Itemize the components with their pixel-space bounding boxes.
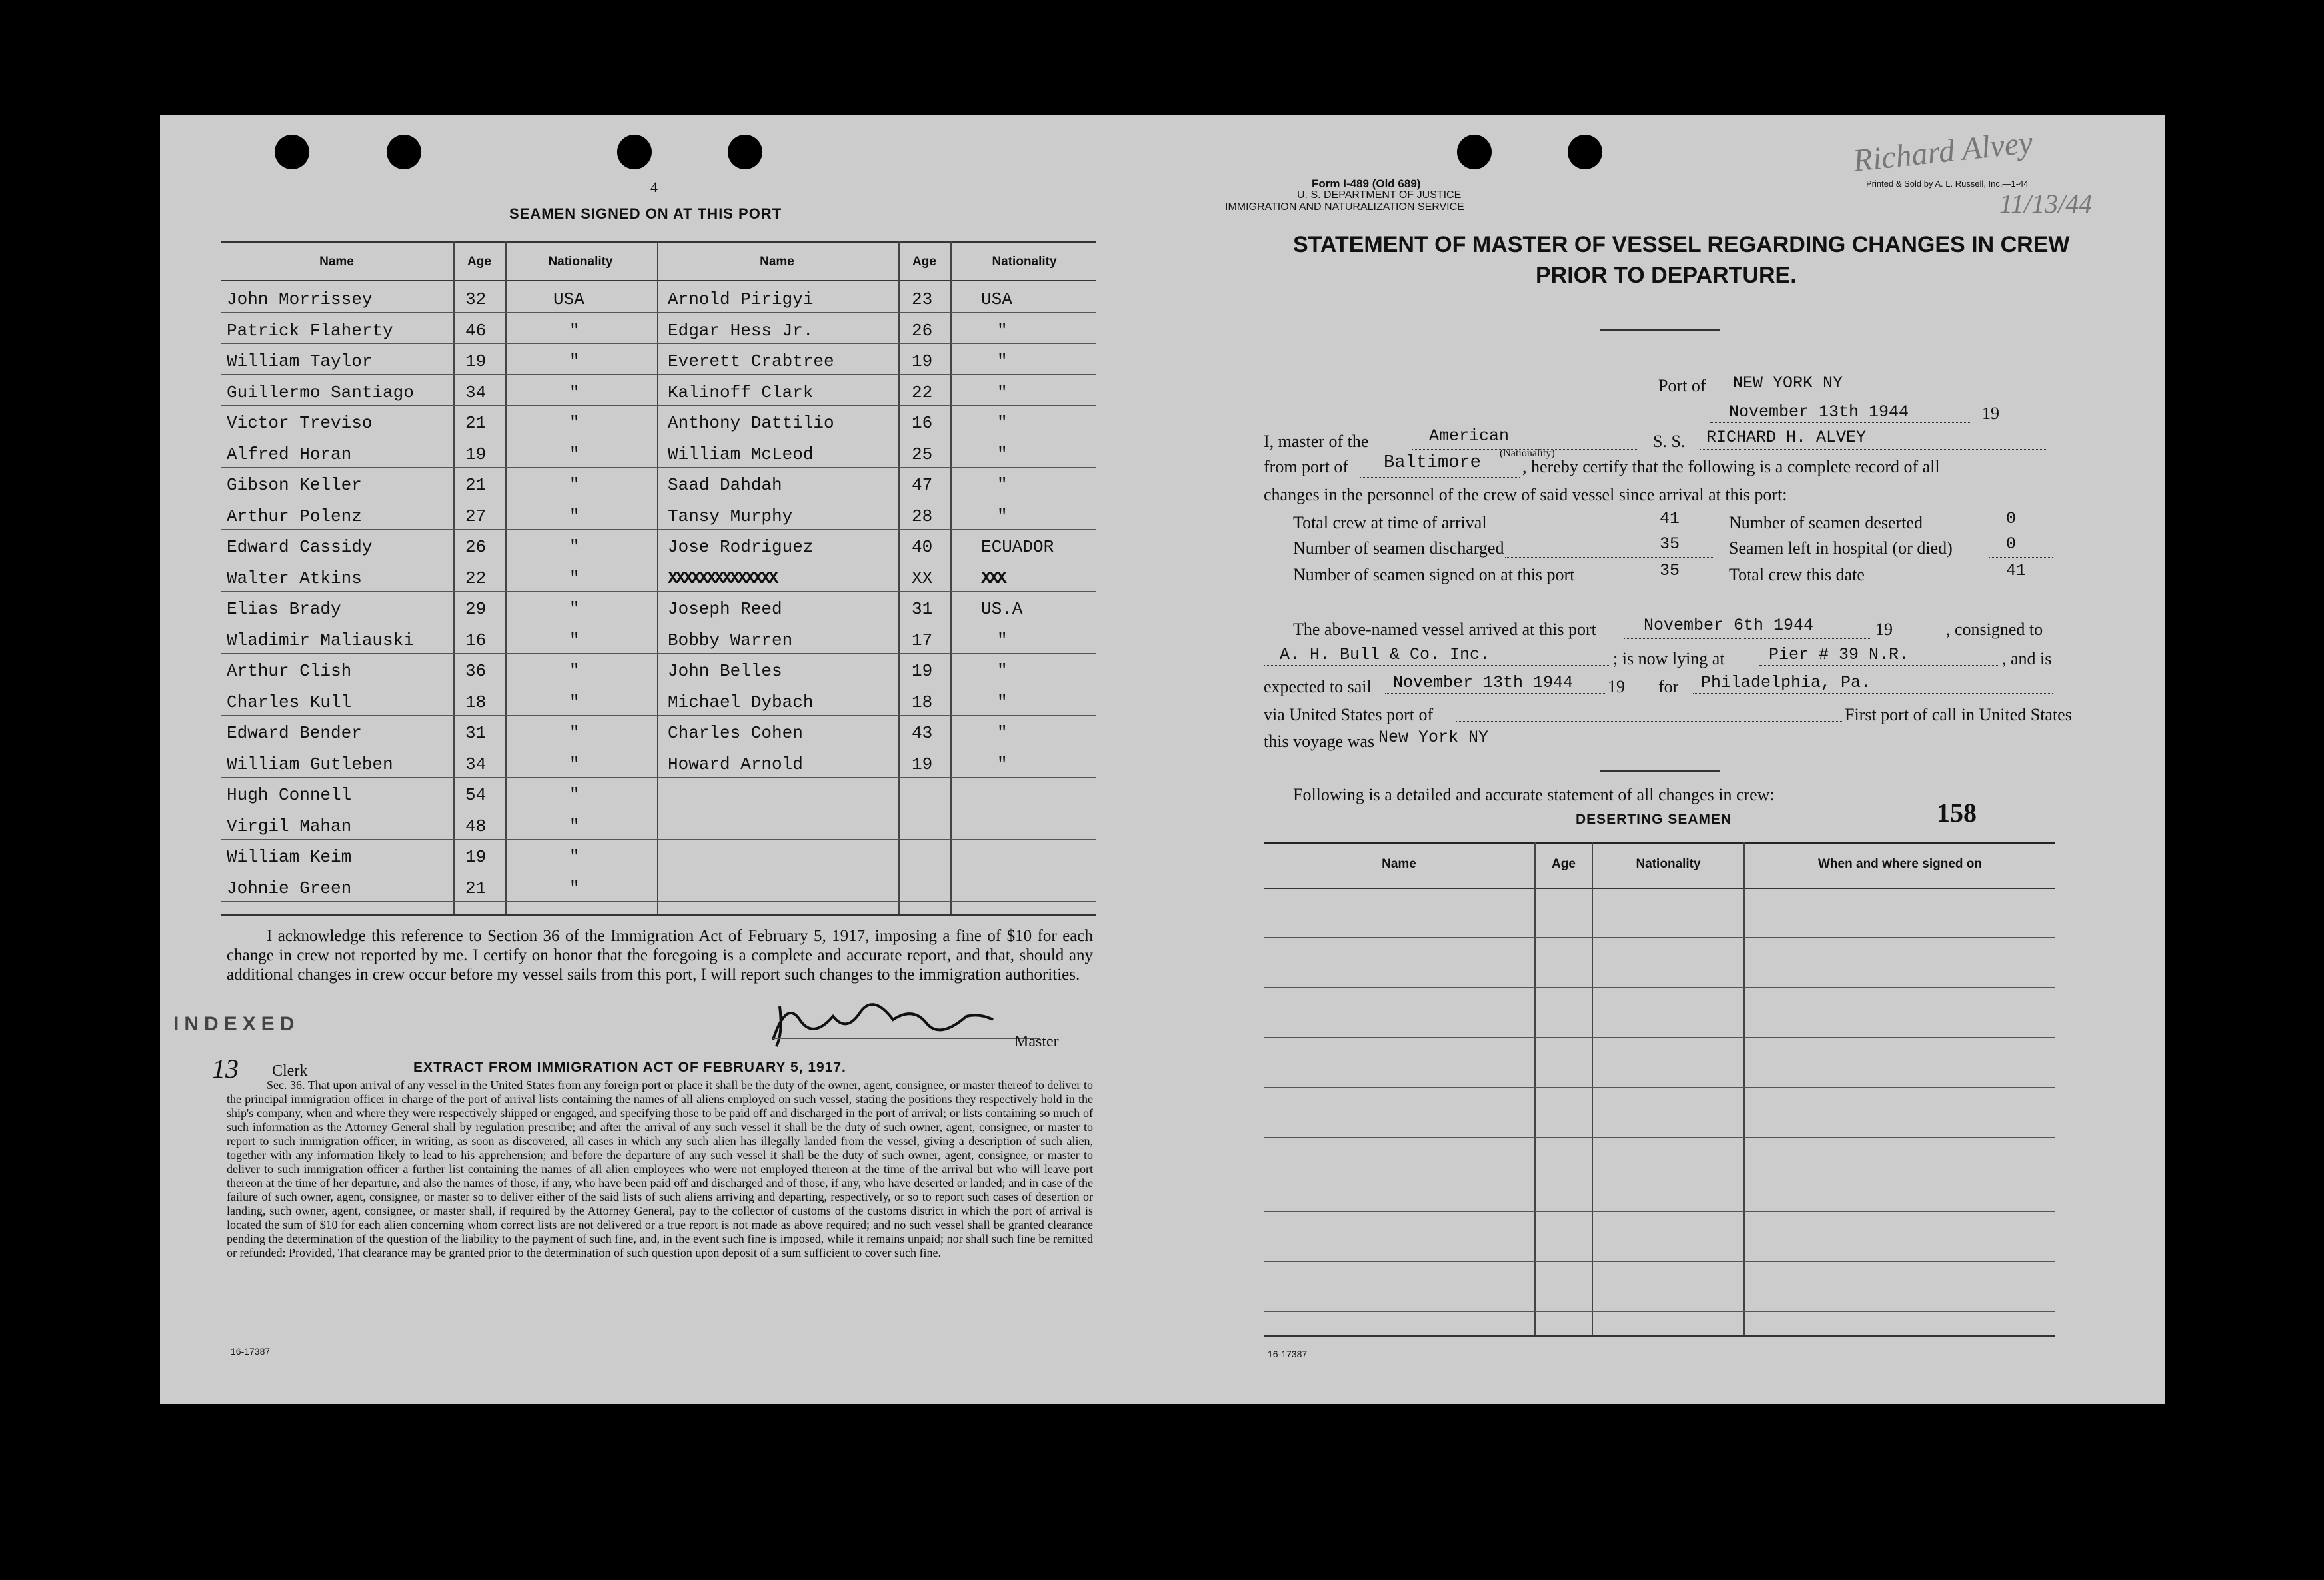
crew-name: Jose Rodriguez: [668, 537, 814, 557]
form-title-2: PRIOR TO DEPARTURE.: [1536, 263, 1797, 288]
crew-nationality: ": [997, 444, 1008, 464]
following-label: Following is a detailed and accurate statement of all changes in crew:: [1293, 785, 1775, 804]
crew-nationality: ": [997, 320, 1008, 341]
form-code: 16-17387: [1268, 1349, 1308, 1359]
master-of-label: I, master of the: [1264, 432, 1369, 451]
form-code: 16-17387: [231, 1346, 271, 1357]
certify-text: , hereby certify that the following is a complete record of all: [1522, 457, 1940, 476]
crew-nationality: ": [569, 599, 580, 619]
crew-name: William Keim: [227, 847, 352, 867]
crew-age: 34: [465, 754, 487, 774]
lying-label: ; is now lying at: [1613, 649, 1725, 668]
deserting-title: DESERTING SEAMEN: [1576, 812, 1732, 827]
crew-name: Tansy Murphy: [668, 506, 793, 526]
crew-name: Anthony Dattilio: [668, 413, 834, 433]
crew-age: 23: [912, 289, 933, 309]
arrived-label: The above-named vessel arrived at this port: [1293, 620, 1596, 639]
master-label: Master: [1014, 1033, 1059, 1050]
crew-name: Edgar Hess Jr.: [668, 320, 814, 341]
for-label: for: [1658, 677, 1679, 696]
form-title-1: STATEMENT OF MASTER OF VESSEL REGARDING CHANGES IN CREW: [1293, 232, 2070, 257]
department: U. S. DEPARTMENT OF JUSTICE: [1297, 189, 1462, 201]
crew-name: Virgil Mahan: [227, 816, 352, 836]
crew-name: Wladimir Maliauski: [227, 630, 414, 650]
crew-age: 28: [912, 506, 933, 526]
hospital-label: Seamen left in hospital (or died): [1729, 538, 1953, 558]
crew-age: 18: [912, 692, 933, 712]
crew-name: John Belles: [668, 661, 782, 681]
expected-value: November 13th 1944: [1393, 673, 1574, 692]
crew-name: Hugh Connell: [227, 785, 352, 805]
crew-nationality: ": [997, 692, 1008, 712]
crew-age: 19: [912, 754, 933, 774]
first-port-label: First port of call in United States: [1845, 705, 2072, 724]
indexed-stamp: INDEXED: [173, 1013, 300, 1035]
crew-nationality: ": [997, 382, 1008, 402]
arrived-value: November 6th 1944: [1644, 616, 1814, 635]
table-row-line: [1264, 1087, 2055, 1088]
consignee-value: A. H. Bull & Co. Inc.: [1280, 645, 1490, 664]
crew-age: 32: [465, 289, 487, 309]
discharged-label: Number of seamen discharged: [1293, 538, 1504, 558]
crew-name: Charles Cohen: [668, 723, 803, 743]
crew-age: 25: [912, 444, 933, 464]
crew-nationality: ": [997, 413, 1008, 433]
crew-nationality: ": [569, 320, 580, 341]
crew-name: Howard Arnold: [668, 754, 803, 774]
crew-age: 16: [912, 413, 933, 433]
crew-name: Joseph Reed: [668, 599, 782, 619]
crew-nationality: ": [997, 630, 1008, 650]
table-row-line: [1264, 937, 2055, 938]
crew-age: 46: [465, 320, 487, 341]
header-nationality: Nationality: [992, 255, 1057, 269]
master-signature: [760, 993, 1000, 1053]
crew-age: 19: [465, 847, 487, 867]
crew-name: XXXXXXXXXXXXXX: [668, 568, 776, 588]
crew-nationality: XXX: [981, 568, 1004, 588]
table-row-line: [221, 839, 1096, 840]
punch-hole: [1568, 135, 1602, 169]
table-row-line: [221, 467, 1096, 468]
crew-name: Arthur Clish: [227, 661, 352, 681]
crew-age: 54: [465, 785, 487, 805]
crew-name: Edward Cassidy: [227, 537, 373, 557]
crew-name: William Taylor: [227, 351, 373, 371]
and-is-label: , and is: [2002, 649, 2052, 668]
expected-label: expected to sail: [1264, 677, 1372, 696]
header-nationality: Nationality: [1636, 857, 1701, 871]
punch-hole: [275, 135, 309, 169]
table-row-line: [1264, 1311, 2055, 1312]
crew-name: Michael Dybach: [668, 692, 814, 712]
crew-nationality: ": [569, 475, 580, 495]
clerk-label: Clerk: [272, 1062, 308, 1080]
crew-name: John Morrissey: [227, 289, 373, 309]
crew-age: 27: [465, 506, 487, 526]
table-row-line: [221, 374, 1096, 375]
form-number: Form I-489 (Old 689): [1312, 177, 1421, 190]
crew-age: 22: [912, 382, 933, 402]
header-name: Name: [760, 255, 794, 269]
page-mark: 158: [1937, 798, 1977, 828]
crew-nationality: ": [569, 785, 580, 805]
hospital-value: 0: [2006, 534, 2017, 554]
crew-age: 40: [912, 537, 933, 557]
punch-hole: [728, 135, 762, 169]
discharged-value: 35: [1660, 534, 1680, 554]
table-row-line: [1264, 1137, 2055, 1138]
header-age: Age: [1552, 857, 1576, 871]
crew-nationality: ": [997, 723, 1008, 743]
crew-nationality: ": [569, 847, 580, 867]
signed-on-value: 35: [1660, 561, 1680, 580]
from-port-label: from port of: [1264, 457, 1349, 476]
year-suffix: 19: [1982, 404, 1999, 423]
crew-name: Gibson Keller: [227, 475, 362, 495]
crew-name: William McLeod: [668, 444, 814, 464]
crew-name: Walter Atkins: [227, 568, 362, 588]
crew-name: Everett Crabtree: [668, 351, 834, 371]
crew-age: 26: [465, 537, 487, 557]
crew-nationality: ": [569, 506, 580, 526]
table-row-line: [221, 529, 1096, 530]
extract-text: Sec. 36. That upon arrival of any vessel in the United States from any foreign port or place it shall be the duty of the owner, agent, consignee, or master thereof to deliver to the principal immigration officer in charge of the port of arrival lists containing the names of all aliens employed on such vessel, stating the positions they respectively hold in the ship's company, when and where they were respectively shipped or engaged, and specifying those to be paid off and discharged in the port of arrival; or lists containing so much of such information as the Attorney General shall by regulation prescribe; and after the arrival of any such vessel it shall be the duty of such owner, agent, consignee, or master to report to such immigration officer, in writing, as soon as discovered, all cases in which any such alien has illegally landed from the vessel, giving a description of such alien, together with any information likely to lead to his apprehension; and before the departure of any such vessel it shall be the duty of such owner, agent, consignee, or master to deliver to such immigration officer a further list containing the names of all alien employees who were not employed thereon at the time of the arrival but who will leave port thereon at the time of her departure, and also the names of those, if any, who have been paid off and discharged and of those, if any, who have deserted or landed; and in case of the failure of such owner, agent, consignee, or master so to deliver either of the said lists of such aliens arriving and departing, respectively, or so to report such cases of desertion or landing, such owner, agent, consignee, or master shall, if required by the Attorney General, pay to the collector of customs of the customs district in which the port of arrival is located the sum of $10 for each alien concerning whom correct lists are not delivered or a true report is not made as above required; and no such vessel shall be granted clearance pending the determination of the question of the liability to the payment of such fine, and, in the event such fine is imposed, while it remains unpaid; nor shall such fine be remitted or refunded: Provided, That clearance may be granted prior to the determination of such question upon deposit of a sum sufficient to cover such fine.: [227, 1078, 1093, 1259]
section-title: SEAMEN SIGNED ON AT THIS PORT: [509, 205, 782, 222]
crew-name: Saad Dahdah: [668, 475, 782, 495]
expected-year: 19: [1608, 677, 1625, 696]
printer-line: Printed & Sold by A. L. Russell, Inc.—1-44: [1866, 179, 2029, 189]
table-row-line: [221, 591, 1096, 592]
crew-nationality: ": [569, 568, 580, 588]
consigned-label: , consigned to: [1946, 620, 2043, 639]
table-row-line: [1264, 1261, 2055, 1262]
crew-age: 17: [912, 630, 933, 650]
table-row-line: [221, 777, 1096, 778]
crew-age: 22: [465, 568, 487, 588]
total-date-value: 41: [2006, 561, 2027, 580]
from-port-value: Baltimore: [1384, 453, 1481, 473]
crew-age: 19: [465, 444, 487, 464]
crew-age: 31: [912, 599, 933, 619]
via-label: via United States port of: [1264, 705, 1434, 724]
crew-nationality: USA: [553, 289, 584, 309]
voyage-label: this voyage was: [1264, 732, 1375, 751]
crew-nationality: ": [569, 878, 580, 898]
crew-name: Arnold Pirigyi: [668, 289, 814, 309]
extract-title: EXTRACT FROM IMMIGRATION ACT OF FEBRUARY 5, 1917.: [413, 1060, 846, 1075]
crew-name: Elias Brady: [227, 599, 341, 619]
crew-age: 21: [465, 475, 487, 495]
crew-age: 48: [465, 816, 487, 836]
crew-age: 21: [465, 413, 487, 433]
total-arrival-value: 41: [1660, 509, 1680, 528]
crew-name: Charles Kull: [227, 692, 352, 712]
crew-age: 47: [912, 475, 933, 495]
header-age: Age: [912, 255, 936, 269]
header-when: When and where signed on: [1818, 857, 1982, 871]
table-row-line: [221, 405, 1096, 406]
crew-age: 43: [912, 723, 933, 743]
nationality-label: (Nationality): [1500, 448, 1555, 459]
crew-age: 26: [912, 320, 933, 341]
table-row-line: [1264, 1037, 2055, 1038]
port-label: Port of: [1658, 376, 1706, 395]
acknowledgement-text: I acknowledge this reference to Section 36 of the Immigration Act of February 5, 1917, imposing a fine of $10 for each change in crew not reported by me. I certify on honor that the foregoing is a complete and accurate report, and that, should any additional changes in crew occur before my vessel sails from this port, I will report such changes to the immigration authorities.: [227, 927, 1093, 984]
crew-name: Kalinoff Clark: [668, 382, 814, 402]
table-row-line: [221, 653, 1096, 654]
clerk-mark: 13: [212, 1054, 239, 1084]
table-row-line: [221, 312, 1096, 313]
punch-hole: [617, 135, 652, 169]
crew-nationality: USA: [981, 289, 1012, 309]
signed-on-label: Number of seamen signed on at this port: [1293, 565, 1575, 584]
header-name: Name: [319, 255, 354, 269]
arrived-year: 19: [1875, 620, 1893, 639]
crew-nationality: ": [569, 723, 580, 743]
crew-nationality: ": [997, 754, 1008, 774]
crew-nationality: ": [997, 351, 1008, 371]
crew-age: 19: [912, 661, 933, 681]
crew-name: Bobby Warren: [668, 630, 793, 650]
crew-nationality: ECUADOR: [981, 537, 1054, 557]
crew-nationality: ": [569, 816, 580, 836]
ship-name: RICHARD H. ALVEY: [1706, 428, 1867, 447]
crew-name: Alfred Horan: [227, 444, 352, 464]
certify-text-2: changes in the personnel of the crew of said vessel since arrival at this port:: [1264, 485, 1787, 504]
crew-nationality: ": [997, 506, 1008, 526]
ss-label: S. S.: [1653, 432, 1686, 451]
crew-age: 19: [912, 351, 933, 371]
punch-hole: [1457, 135, 1492, 169]
crew-name: Arthur Polenz: [227, 506, 362, 526]
deserted-value: 0: [2006, 509, 2017, 528]
crew-name: Edward Bender: [227, 723, 362, 743]
crew-nationality: ": [997, 661, 1008, 681]
crew-age: 19: [465, 351, 487, 371]
lying-value: Pier # 39 N.R.: [1769, 645, 1909, 664]
date-value: November 13th 1944: [1729, 402, 1909, 422]
table-row-line: [221, 715, 1096, 716]
voyage-value: New York NY: [1378, 728, 1489, 747]
crew-age: 31: [465, 723, 487, 743]
page-number: 4: [650, 179, 658, 195]
destination-value: Philadelphia, Pa.: [1701, 673, 1871, 692]
crew-name: Guillermo Santiago: [227, 382, 414, 402]
corner-date: 11/13/44: [1999, 189, 2093, 219]
crew-name: Victor Treviso: [227, 413, 373, 433]
header-nationality: Nationality: [548, 255, 613, 269]
crew-name: Johnie Green: [227, 878, 352, 898]
corner-handwriting: Richard Alvey: [1851, 125, 2035, 179]
crew-nationality: ": [569, 537, 580, 557]
crew-nationality: ": [569, 444, 580, 464]
table-row-line: [221, 343, 1096, 344]
table-row-line: [1264, 1211, 2055, 1212]
document-sheet: [160, 115, 2165, 1404]
punch-hole: [387, 135, 421, 169]
crew-nationality: ": [997, 475, 1008, 495]
table-row-line: [1264, 987, 2055, 988]
deserted-label: Number of seamen deserted: [1729, 513, 1923, 532]
port-value: NEW YORK NY: [1733, 373, 1843, 393]
crew-age: 21: [465, 878, 487, 898]
crew-nationality: ": [569, 382, 580, 402]
total-date-label: Total crew this date: [1729, 565, 1865, 584]
service: IMMIGRATION AND NATURALIZATION SERVICE: [1225, 201, 1464, 213]
crew-nationality: ": [569, 661, 580, 681]
crew-nationality: ": [569, 351, 580, 371]
crew-age: XX: [912, 568, 933, 588]
crew-nationality: ": [569, 630, 580, 650]
total-arrival-label: Total crew at time of arrival: [1293, 513, 1487, 532]
crew-age: 18: [465, 692, 487, 712]
crew-nationality: ": [569, 754, 580, 774]
crew-age: 16: [465, 630, 487, 650]
crew-name: Patrick Flaherty: [227, 320, 393, 341]
header-age: Age: [467, 255, 491, 269]
crew-nationality: ": [569, 413, 580, 433]
crew-name: William Gutleben: [227, 754, 393, 774]
crew-nationality: ": [569, 692, 580, 712]
crew-age: 29: [465, 599, 487, 619]
header-name: Name: [1382, 857, 1416, 871]
crew-nationality: US.A: [981, 599, 1023, 619]
crew-age: 34: [465, 382, 487, 402]
crew-age: 36: [465, 661, 487, 681]
table-row-line: [221, 901, 1096, 902]
nationality-value: American: [1429, 426, 1510, 446]
